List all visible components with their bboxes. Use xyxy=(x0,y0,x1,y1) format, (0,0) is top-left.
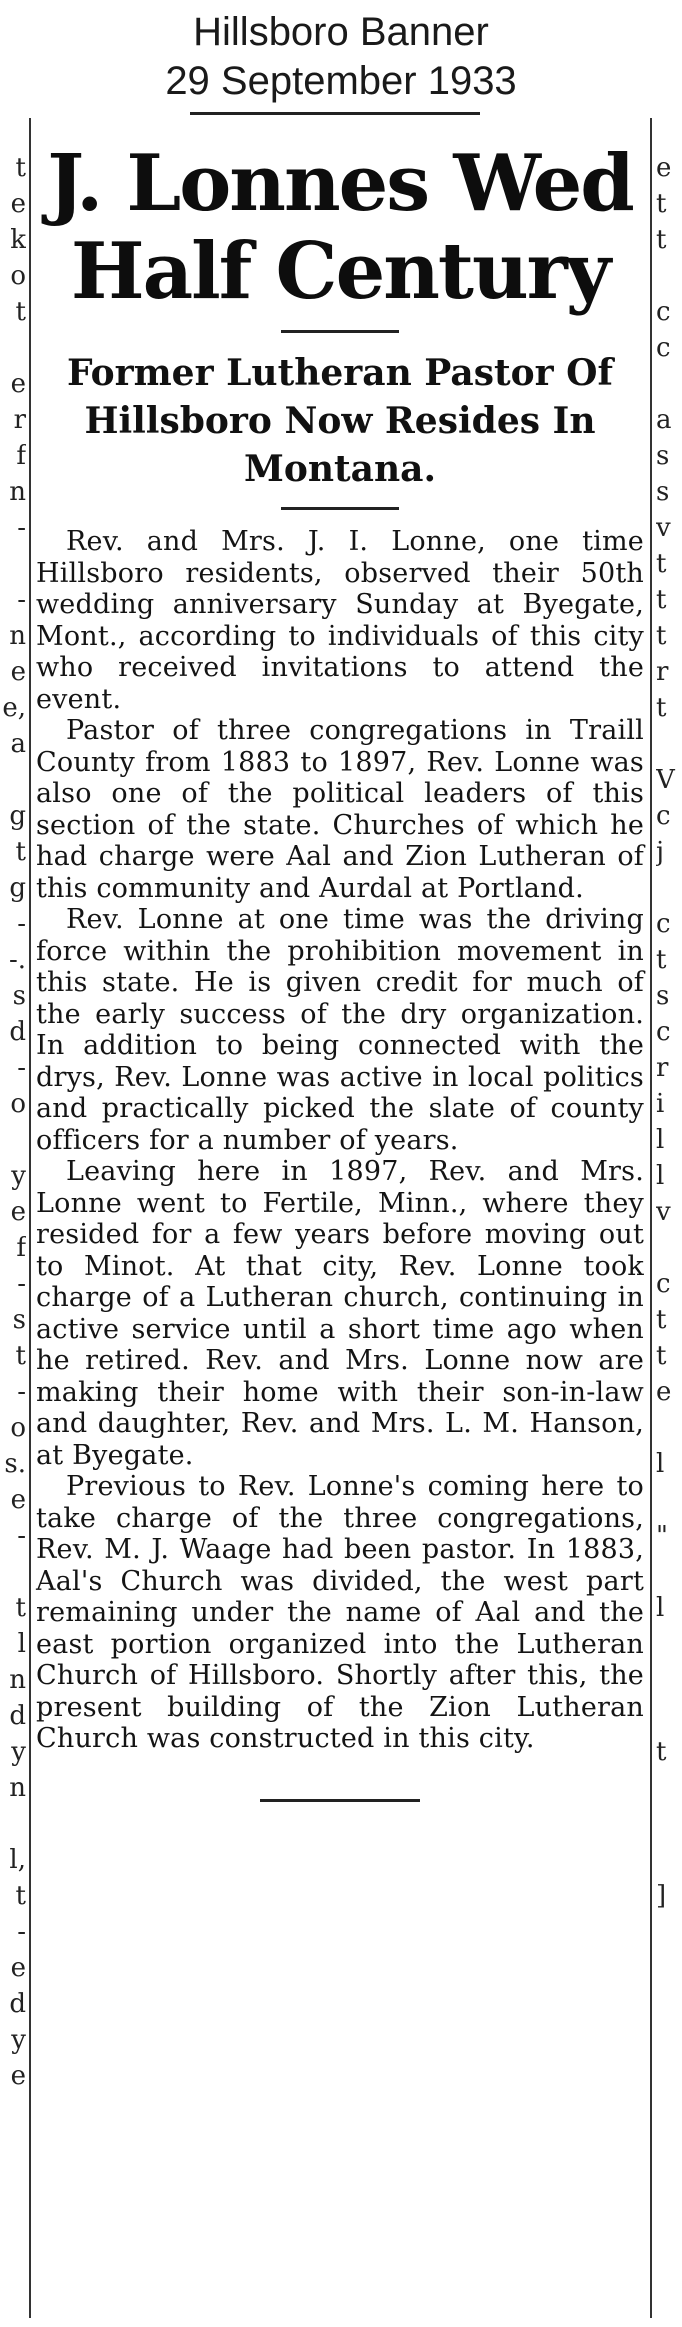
left-column-fragment: d xyxy=(9,1989,26,2019)
left-column-fragment: n xyxy=(9,1665,26,1695)
left-column-fragment: - xyxy=(17,909,26,939)
clipping-date: 29 September 1933 xyxy=(165,59,517,103)
deck-rule xyxy=(281,507,399,510)
right-column-fragment: e xyxy=(656,153,672,183)
paragraph-1: Rev. and Mrs. J. I. Lonne, one time Hillsboro residents, observed their 50th wedding anniversary Sunday at Byegate, Mont., according to individuals of this city who received invitations to attend the event. xyxy=(36,526,644,715)
left-column-fragment: t xyxy=(15,1341,26,1371)
right-column-fragment: l xyxy=(656,1449,665,1479)
left-column-fragment xyxy=(0,1122,26,1158)
left-column-fragment: t xyxy=(15,297,26,327)
left-column-fragment: s. xyxy=(4,1449,26,1479)
right-column-fragment xyxy=(656,1914,682,1950)
right-column-fragment: " xyxy=(656,1521,668,1551)
left-column-fragment: e xyxy=(10,657,26,687)
headline: J. Lonnes Wed Half Century xyxy=(47,138,633,317)
right-column-fragment xyxy=(656,1986,682,2022)
right-column-fragment xyxy=(656,366,682,402)
left-column-fragment: s xyxy=(12,981,26,1011)
left-column-fragment: y xyxy=(11,1737,26,1767)
right-column-fragment: l xyxy=(656,1125,665,1155)
article xyxy=(36,140,644,1802)
right-column-fragment: s xyxy=(656,477,670,507)
right-column-fragment xyxy=(656,1950,682,1986)
right-column-fragment: l xyxy=(656,1593,665,1623)
right-column-fragment: i xyxy=(656,1089,665,1119)
left-column-fragment xyxy=(0,330,26,366)
paragraph-4: Leaving here in 1897, Rev. and Mrs. Lonne went to Fertile, Minn., where they resided for a few years before moving out to Minot. At that city, Rev. Lonne took charge of a Lutheran church, continuing in active service until a short time ago when he retired. Rev. and Mrs. Lonne now are making their home with their son-in-law and daughter, Rev. and Mrs. L. M. Hanson, at Byegate. xyxy=(36,1156,644,1471)
right-column-fragment: t xyxy=(656,945,667,975)
left-column-fragment: o xyxy=(10,1413,26,1443)
left-column-fragment: a xyxy=(10,729,26,759)
left-column-fragment xyxy=(0,546,26,582)
left-column-fragment: - xyxy=(17,1521,26,1551)
right-column-fragment: v xyxy=(656,1197,671,1227)
right-column-fragment: a xyxy=(656,405,672,435)
right-column-fragment xyxy=(656,2058,682,2094)
right-column-fragment xyxy=(656,258,682,294)
left-column-fragment: e xyxy=(10,1197,26,1227)
right-column-fragment: j xyxy=(656,837,665,867)
left-column-fragment xyxy=(0,1554,26,1590)
left-column-fragment xyxy=(0,762,26,798)
right-column-fragment: s xyxy=(656,441,670,471)
right-column-fragment: v xyxy=(656,513,671,543)
headline-rule xyxy=(281,330,399,333)
right-column-fragment xyxy=(656,1626,682,1662)
left-column-fragment: g xyxy=(9,873,26,903)
left-column-fragment: y xyxy=(11,1161,26,1191)
left-column-fragment: e xyxy=(10,369,26,399)
left-column-fragment: - xyxy=(17,1269,26,1299)
left-column-fragment: t xyxy=(15,1881,26,1911)
right-column-fragment: t xyxy=(656,1305,667,1335)
left-column-fragment: - xyxy=(17,513,26,543)
right-column-fragment: ] xyxy=(656,1881,667,1911)
left-column-rule xyxy=(29,118,31,2318)
deck-headline: Former Lutheran Pastor Of Hillsboro Now Resides In Montana. xyxy=(67,352,613,490)
left-column-fragment: t xyxy=(15,837,26,867)
right-column-fragment: t xyxy=(656,1737,667,1767)
right-column-fragment: s xyxy=(656,981,670,1011)
right-column-fragment: t xyxy=(656,1341,667,1371)
left-column-fragment: k xyxy=(10,225,26,255)
left-column-fragment: o xyxy=(10,1089,26,1119)
top-rule xyxy=(190,112,480,115)
right-column-fragment xyxy=(656,1554,682,1590)
clipping-source: Hillsboro Banner xyxy=(193,10,489,54)
right-column-fragment xyxy=(656,1806,682,1842)
left-column-fragment: n xyxy=(9,621,26,651)
right-column-fragment xyxy=(656,1770,682,1806)
left-column-fragment: - xyxy=(17,1053,26,1083)
right-column-fragment xyxy=(656,1842,682,1878)
right-column-fragment: r xyxy=(656,1053,669,1083)
right-column-fragment: c xyxy=(656,801,671,831)
left-column-fragment: d xyxy=(9,1701,26,1731)
right-column-fragment: V xyxy=(656,765,675,795)
left-column-fragment: n xyxy=(9,1773,26,1803)
right-column-fragment xyxy=(656,870,682,906)
left-column-fragment: e, xyxy=(2,693,26,723)
right-column-fragment: t xyxy=(656,549,667,579)
paragraph-5: Previous to Rev. Lonne's coming here to take charge of the three congregations, Rev. M. J. Waage had been pastor. In 1883, Aal's Church was divided, the west part remaining under the name of Aal and the east portion organized into the Lutheran Church of Hillsboro. Shortly after this, the present building of the Zion Lutheran Church was constructed in this city. xyxy=(36,1471,644,1754)
clipping-header xyxy=(0,8,682,106)
right-column-fragment xyxy=(656,2022,682,2058)
left-column-fragment: s xyxy=(12,1305,26,1335)
left-column-fragment: e xyxy=(10,1485,26,1515)
article-body xyxy=(36,526,644,1755)
left-column-fragment: e xyxy=(10,189,26,219)
right-column-fragment: t xyxy=(656,621,667,651)
right-column-fragment: r xyxy=(656,657,669,687)
left-column-fragment: -. xyxy=(8,945,26,975)
left-column-fragment: e xyxy=(10,2061,26,2091)
right-column-rule xyxy=(650,118,652,2318)
bottom-rule xyxy=(260,1799,420,1802)
right-column-fragment xyxy=(656,1698,682,1734)
right-column-fragment: c xyxy=(656,909,671,939)
right-column-fragment xyxy=(656,1662,682,1698)
left-column-fragment: t xyxy=(15,1593,26,1623)
right-column-fragment: c xyxy=(656,1017,671,1047)
left-column-fragment: g xyxy=(9,801,26,831)
right-column-fragment: c xyxy=(656,333,671,363)
left-column-fragment: d xyxy=(9,1017,26,1047)
left-column-fragment: - xyxy=(17,1917,26,1947)
left-column-fragment: l, xyxy=(9,1845,26,1875)
paragraph-2: Pastor of three congregations in Traill County from 1883 to 1897, Rev. Lonne was also one of the political leaders of this section of the state. Churches of which he had charge were Aal and Zion Lutheran of this community and Aurdal at Portland. xyxy=(36,715,644,904)
left-column-fragment: o xyxy=(10,261,26,291)
left-column-fragment xyxy=(0,1806,26,1842)
left-column-fragment: - xyxy=(17,1377,26,1407)
right-column-fragment: t xyxy=(656,189,667,219)
right-column-fragment xyxy=(656,1410,682,1446)
right-column-fragment: e xyxy=(656,1377,672,1407)
left-column-fragment: n xyxy=(9,477,26,507)
left-column-fragment: f xyxy=(16,1233,26,1263)
left-column-fragment: t xyxy=(15,153,26,183)
right-column-fragment xyxy=(656,1482,682,1518)
left-column-fragment: y xyxy=(11,2025,26,2055)
right-column-fragment xyxy=(656,726,682,762)
right-column-fragment xyxy=(656,1230,682,1266)
left-column-fragment: e xyxy=(10,1953,26,1983)
left-column-fragment: f xyxy=(16,441,26,471)
left-column-fragment: l xyxy=(17,1629,26,1659)
right-column-fragment: t xyxy=(656,693,667,723)
right-column-fragment: l xyxy=(656,1161,665,1191)
left-column-fragment: - xyxy=(17,585,26,615)
left-column-fragment: r xyxy=(13,405,26,435)
right-column-fragment: t xyxy=(656,585,667,615)
right-column-fragment: c xyxy=(656,297,671,327)
right-column-fragments xyxy=(656,150,682,2094)
right-column-fragment: t xyxy=(656,225,667,255)
left-column-fragments xyxy=(0,150,26,2094)
right-column-fragment: c xyxy=(656,1269,671,1299)
paragraph-3: Rev. Lonne at one time was the driving force within the prohibition movement in this state. He is given credit for much of the early success of the dry organization. In addition to being connected with the drys, Rev. Lonne was active in local politics and practically picked the slate of county officers for a number of years. xyxy=(36,904,644,1156)
